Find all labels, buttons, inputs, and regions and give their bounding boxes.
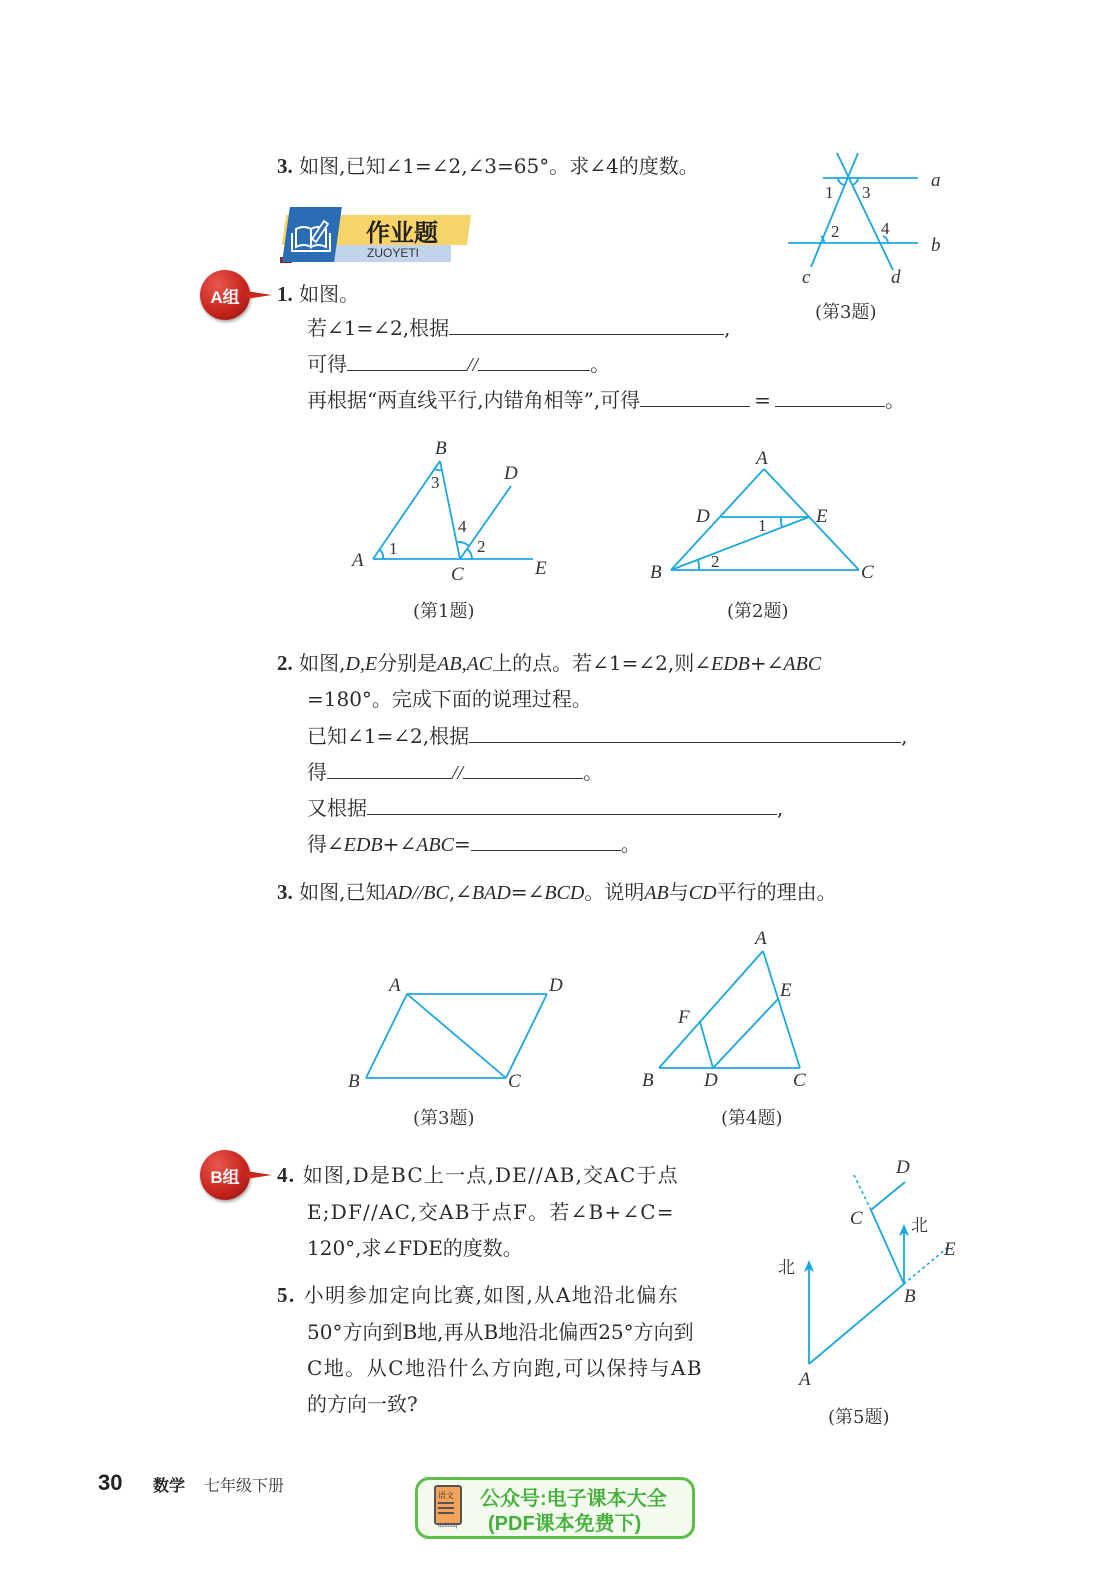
- line-de: [713, 999, 778, 1068]
- answer-blank[interactable]: [327, 760, 452, 779]
- q2-line6: [307, 832, 641, 857]
- q1-line4: [307, 388, 905, 412]
- point-a: A: [799, 1369, 811, 1390]
- punct: ,: [777, 796, 784, 820]
- answer-blank[interactable]: [463, 760, 583, 779]
- group-a-badge: [200, 270, 272, 320]
- angle-label-1: 1: [389, 539, 398, 558]
- text: =∠: [510, 880, 545, 904]
- group-b-badge: [200, 1150, 272, 1200]
- line-ac: [407, 994, 506, 1078]
- parallel-symbol: //: [452, 762, 464, 784]
- section-banner: [278, 205, 473, 265]
- point-e: E: [944, 1239, 956, 1260]
- point-d: D: [896, 1157, 910, 1178]
- question-number: 3.: [277, 154, 293, 178]
- point-a: A: [352, 550, 364, 571]
- badge-circle: B组: [200, 1150, 250, 1200]
- line-cd: [460, 486, 511, 559]
- line-ab: [659, 951, 763, 1068]
- point-d: D: [704, 1070, 718, 1091]
- answer-blank[interactable]: [367, 796, 777, 815]
- line-bc: [440, 461, 460, 559]
- var: AD//BC: [385, 882, 449, 904]
- q2-line3: [307, 724, 907, 748]
- point-c: C: [451, 564, 464, 585]
- text: 又根据: [307, 796, 367, 820]
- question-number: 1.: [277, 282, 293, 306]
- figure-q4: [630, 920, 830, 1095]
- point-c: C: [850, 1208, 863, 1229]
- text: 上的点。若∠1=∠2,则∠: [492, 651, 711, 675]
- extension-ab: [904, 1248, 947, 1284]
- line-ab: [809, 1284, 904, 1364]
- label-a: a: [931, 170, 941, 191]
- prev-exercise-3: [277, 154, 699, 178]
- tablet-text: 语文: [438, 1491, 454, 1500]
- figure-caption: (第4题): [721, 1108, 783, 1129]
- badge-pointer: [246, 1171, 272, 1179]
- point-b: B: [435, 438, 447, 459]
- answer-blank[interactable]: [449, 316, 724, 335]
- line-cd: [506, 994, 547, 1078]
- angle-2-arc: [698, 560, 699, 570]
- point-d: D: [549, 975, 563, 996]
- q5-line4: 的方向一致?: [307, 1392, 418, 1416]
- footer-subject: 数学: [153, 1478, 186, 1495]
- line-fd: [700, 1022, 713, 1068]
- point-d: D: [696, 506, 710, 527]
- north-label-b: 北: [911, 1216, 928, 1236]
- answer-blank[interactable]: [471, 832, 621, 851]
- north-label-a: 北: [778, 1258, 795, 1278]
- point-d: D: [504, 463, 518, 484]
- figure-caption: (第5题): [828, 1407, 890, 1428]
- angle-label-1: 1: [758, 516, 767, 535]
- book-pencil-icon: [290, 215, 334, 255]
- angle-label-2: 2: [711, 552, 720, 571]
- punct: ,: [901, 724, 908, 748]
- angle-label-4: 4: [458, 517, 467, 536]
- angle-3-arc: [852, 178, 858, 185]
- q4-line2: E;DF//AC,交AB于点F。若∠B+∠C=: [307, 1200, 675, 1224]
- q2-line2: =180°。完成下面的说理过程。: [307, 687, 592, 711]
- q2-line1: [277, 651, 821, 676]
- q2-line4: [307, 760, 603, 785]
- label-c: c: [802, 267, 811, 288]
- var: ABC: [783, 653, 822, 675]
- point-c: C: [793, 1070, 806, 1091]
- text: 如图,: [299, 651, 346, 675]
- q5-line3: C地。从C地沿什么方向跑,可以保持与AB: [307, 1356, 704, 1380]
- point-b: B: [642, 1070, 654, 1091]
- figure-caption: (第3题): [413, 1108, 475, 1129]
- point-b: B: [348, 1071, 360, 1092]
- label-b: b: [931, 235, 941, 256]
- badge-circle: A组: [200, 270, 250, 320]
- figure-q2: [640, 440, 890, 590]
- text: =: [453, 832, 471, 856]
- badge-pointer: [246, 291, 272, 299]
- figure-caption: (第1题): [413, 601, 475, 622]
- tablet-line: [438, 1507, 454, 1509]
- q5-line1: [277, 1283, 679, 1307]
- answer-blank[interactable]: [478, 352, 590, 371]
- point-b: B: [904, 1286, 916, 1307]
- punct: 。: [620, 832, 641, 856]
- angle-4-arc: [457, 542, 469, 546]
- footer-grade: 七年级下册: [204, 1478, 285, 1495]
- answer-blank[interactable]: [775, 388, 885, 407]
- text: 平行的理由。: [716, 880, 837, 904]
- angle-1-arc: [838, 178, 844, 185]
- angle-label-2: 2: [477, 537, 486, 556]
- point-b: B: [650, 562, 662, 583]
- line-ab: [373, 461, 440, 559]
- var: BAD: [471, 882, 511, 904]
- tablet-line: [438, 1512, 454, 1514]
- point-a: A: [756, 448, 768, 469]
- question-number: 2.: [277, 651, 293, 675]
- banner-title: 作业题: [366, 220, 438, 247]
- point-e: E: [535, 558, 547, 579]
- text: 分别是: [377, 651, 438, 675]
- angle-2-arc: [467, 549, 472, 559]
- extension-bc: [853, 1173, 871, 1210]
- line-cd: [871, 1182, 905, 1210]
- answer-blank[interactable]: [469, 724, 901, 743]
- var: BCD: [544, 882, 585, 904]
- page-number: 30: [98, 1470, 123, 1495]
- text: 。说明: [584, 880, 645, 904]
- line-ab: [366, 994, 407, 1078]
- point-c: C: [508, 1071, 521, 1092]
- figure-caption: (第2题): [727, 601, 789, 622]
- angle-1-arc: [781, 517, 782, 527]
- q1-line4-text: 再根据“两直线平行,内错角相等”,可得: [307, 388, 641, 412]
- line-ac: [764, 469, 859, 570]
- text: ,∠: [448, 880, 472, 904]
- text: 如图,D是BC上一点,DE//AB,交AC于点: [302, 1163, 679, 1187]
- var: D,E: [345, 653, 378, 675]
- point-c: C: [861, 562, 874, 583]
- angle-1-arc: [380, 550, 383, 559]
- var: ABC: [416, 834, 454, 856]
- figure-prev-3: [780, 145, 960, 295]
- q2-line5: [307, 796, 783, 820]
- text: 得∠: [307, 832, 344, 856]
- question-text: 如图,已知∠1=∠2,∠3=65°。求∠4的度数。: [299, 154, 699, 178]
- punct: ,: [724, 316, 731, 340]
- question-number: 3.: [277, 880, 293, 904]
- text: 得: [307, 760, 327, 784]
- tablet-line: [438, 1502, 454, 1504]
- angle-label-4: 4: [881, 219, 890, 238]
- angle-label-3: 3: [431, 473, 440, 492]
- q1-line2: [307, 316, 730, 340]
- q1-line2-text: 若∠1=∠2,根据: [307, 316, 450, 340]
- equals: =: [754, 388, 771, 412]
- label-d: d: [891, 267, 901, 288]
- tablet-small-text: dzkbdq: [438, 1523, 458, 1529]
- punct: 。: [590, 352, 611, 376]
- angle-label-3: 3: [862, 183, 871, 202]
- line-c: [811, 153, 858, 267]
- promo-line-1: 公众号:电子课本大全: [480, 1488, 667, 1510]
- q5-line2: 50°方向到B地,再从B地沿北偏西25°方向到: [307, 1320, 694, 1344]
- point-e: E: [816, 506, 828, 527]
- figure-caption: (第3题): [815, 302, 877, 323]
- text: 已知∠1=∠2,根据: [307, 724, 470, 748]
- angle-label-2: 2: [831, 222, 840, 241]
- promo-line-2: (PDF课本免费下): [488, 1513, 642, 1535]
- punct: 。: [583, 760, 604, 784]
- point-a: A: [389, 975, 401, 996]
- question-number: 4.: [277, 1163, 296, 1187]
- banner-subtitle: ZUOYETI: [367, 246, 420, 260]
- point-e: E: [780, 980, 792, 1001]
- point-a: A: [755, 928, 767, 949]
- question-number: 5.: [277, 1283, 296, 1307]
- var: EDB: [710, 653, 750, 675]
- text: +∠: [749, 651, 784, 675]
- var: EDB: [343, 834, 383, 856]
- punct: 。: [884, 388, 905, 412]
- figure-q1: [340, 430, 560, 595]
- q1-line3-text: 可得: [307, 352, 347, 376]
- q3-line1: [277, 880, 837, 905]
- promo-banner[interactable]: [415, 1477, 695, 1539]
- q1-text: 如图。: [299, 282, 360, 306]
- var: CD: [688, 882, 717, 904]
- text: 与: [668, 880, 689, 904]
- text: +∠: [382, 832, 417, 856]
- q4-line1: [277, 1163, 679, 1187]
- line-be: [671, 517, 809, 570]
- var: AB: [644, 882, 669, 904]
- line-bc: [871, 1210, 904, 1284]
- q4-line3: 120°,求∠FDE的度数。: [307, 1236, 523, 1260]
- point-f: F: [678, 1007, 690, 1028]
- text: 小明参加定向比赛,如图,从A地沿北偏东: [303, 1283, 680, 1307]
- angle-label-1: 1: [825, 183, 834, 202]
- parallel-symbol: //: [467, 354, 479, 376]
- answer-blank[interactable]: [347, 352, 467, 371]
- text: 如图,已知: [299, 880, 386, 904]
- var: AB,AC: [437, 653, 493, 675]
- q1-line1: [277, 282, 359, 306]
- figure-q3: [340, 960, 580, 1095]
- answer-blank[interactable]: [640, 388, 750, 407]
- q1-line3: [307, 352, 610, 377]
- tablet-book-icon: [430, 1485, 462, 1529]
- figure-q5: [770, 1150, 970, 1395]
- line-d: [837, 153, 893, 270]
